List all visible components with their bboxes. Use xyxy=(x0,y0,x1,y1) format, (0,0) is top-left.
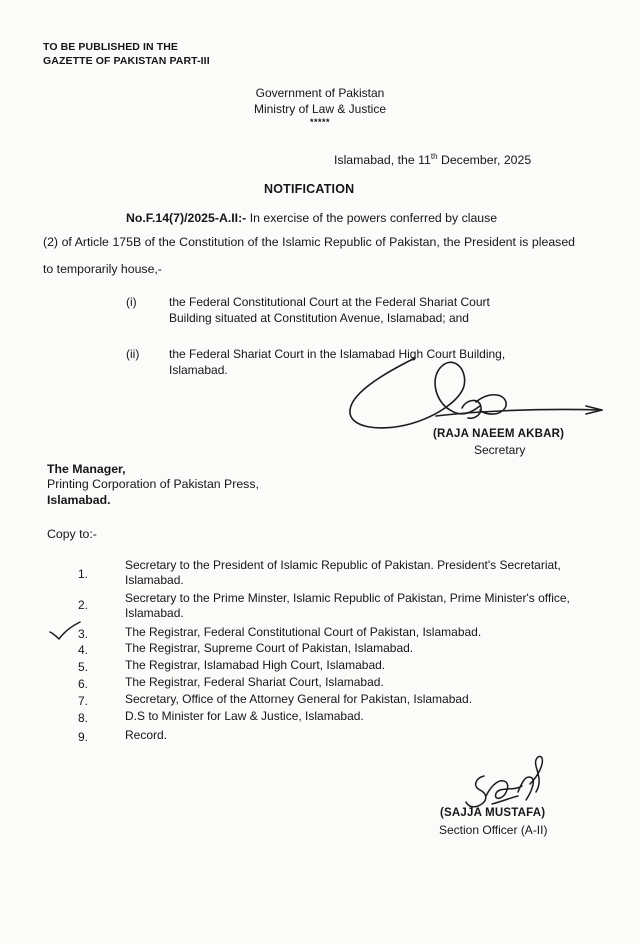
date-ordinal: th xyxy=(430,152,438,161)
copy-item-text: Secretary, Office of the Attorney General for Pakistan, Islamabad. xyxy=(125,692,473,706)
check-mark-icon xyxy=(48,620,82,642)
item-line: Islamabad. xyxy=(169,363,228,377)
section-officer-name: (SAJJA MUSTAFA) xyxy=(440,807,546,819)
gazette-line-2: GAZETTE OF PAKISTAN PART-III xyxy=(43,55,210,67)
page-title: NOTIFICATION xyxy=(264,182,355,196)
item-line: the Federal Shariat Court in the Islamabad High Court Building, xyxy=(169,347,506,361)
copy-item-text: Secretary to the Prime Minster, Islamic Republic of Pakistan, Prime Minister's office, Islamabad. xyxy=(125,591,570,620)
addressee-line-2: Printing Corporation of Pakistan Press, xyxy=(47,477,259,491)
copy-to-label: Copy to:- xyxy=(47,527,97,541)
date-prefix: Islamabad, the 11 xyxy=(334,153,431,168)
reference-number: No.F.14(7)/2025-A.II:- xyxy=(126,211,247,225)
secretary-signature-icon xyxy=(340,350,610,440)
copy-item-number: 3. xyxy=(78,627,89,641)
section-officer-designation: Section Officer (A-II) xyxy=(439,823,548,837)
org-line-2: Ministry of Law & Justice xyxy=(253,102,387,116)
heading-separator: ***** xyxy=(309,117,330,127)
copy-item-number: 1. xyxy=(78,567,89,581)
signatory-name: (RAJA NAEEM AKBAR) xyxy=(433,428,565,440)
addressee-line-3: Islamabad. xyxy=(47,493,111,507)
signatory-designation: Secretary xyxy=(474,443,526,457)
body-first-line xyxy=(126,211,497,225)
item-number: (ii) xyxy=(126,347,140,361)
body-line-1: In exercise of the powers conferred by clause xyxy=(246,211,498,225)
copy-item-text: D.S to Minister for Law & Justice, Islamabad. xyxy=(125,709,364,723)
copy-item-number: 7. xyxy=(78,694,89,708)
item-line: Building situated at Constitution Avenue, Islamabad; and xyxy=(169,311,469,325)
notification-date xyxy=(334,152,531,167)
copy-item-text: The Registrar, Supreme Court of Pakistan, Islamabad. xyxy=(125,641,414,655)
copy-item-text: The Registrar, Federal Shariat Court, Islamabad. xyxy=(125,675,384,689)
copy-item-number: 5. xyxy=(78,660,89,674)
copy-item-text: The Registrar, Federal Constitutional Court of Pakistan, Islamabad. xyxy=(125,625,482,639)
copy-item-number: 2. xyxy=(78,598,89,612)
copy-item-text: Record. xyxy=(125,728,168,742)
item-line: the Federal Constitutional Court at the Federal Shariat Court xyxy=(169,295,490,309)
body-paragraph: (2) of Article 175B of the Constitution of the Islamic Republic of Pakistan, the President is pleased to temporarily house,- xyxy=(43,235,575,276)
gazette-line-1: TO BE PUBLISHED IN THE xyxy=(43,41,179,53)
date-suffix: December, 2025 xyxy=(437,153,532,168)
org-line-1: Government of Pakistan xyxy=(255,86,385,100)
copy-item-number: 6. xyxy=(78,677,89,691)
addressee-line-1: The Manager, xyxy=(47,462,126,476)
copy-item-number: 8. xyxy=(78,711,89,725)
item-number: (i) xyxy=(126,295,137,309)
gazette-header xyxy=(43,40,210,68)
copy-item-number: 4. xyxy=(78,643,89,657)
copy-item-text: Secretary to the President of Islamic Republic of Pakistan. President's Secretariat, Islamabad. xyxy=(125,558,561,587)
copy-item-text: The Registrar, Islamabad High Court, Islamabad. xyxy=(125,658,386,672)
copy-item-number: 9. xyxy=(78,730,89,744)
